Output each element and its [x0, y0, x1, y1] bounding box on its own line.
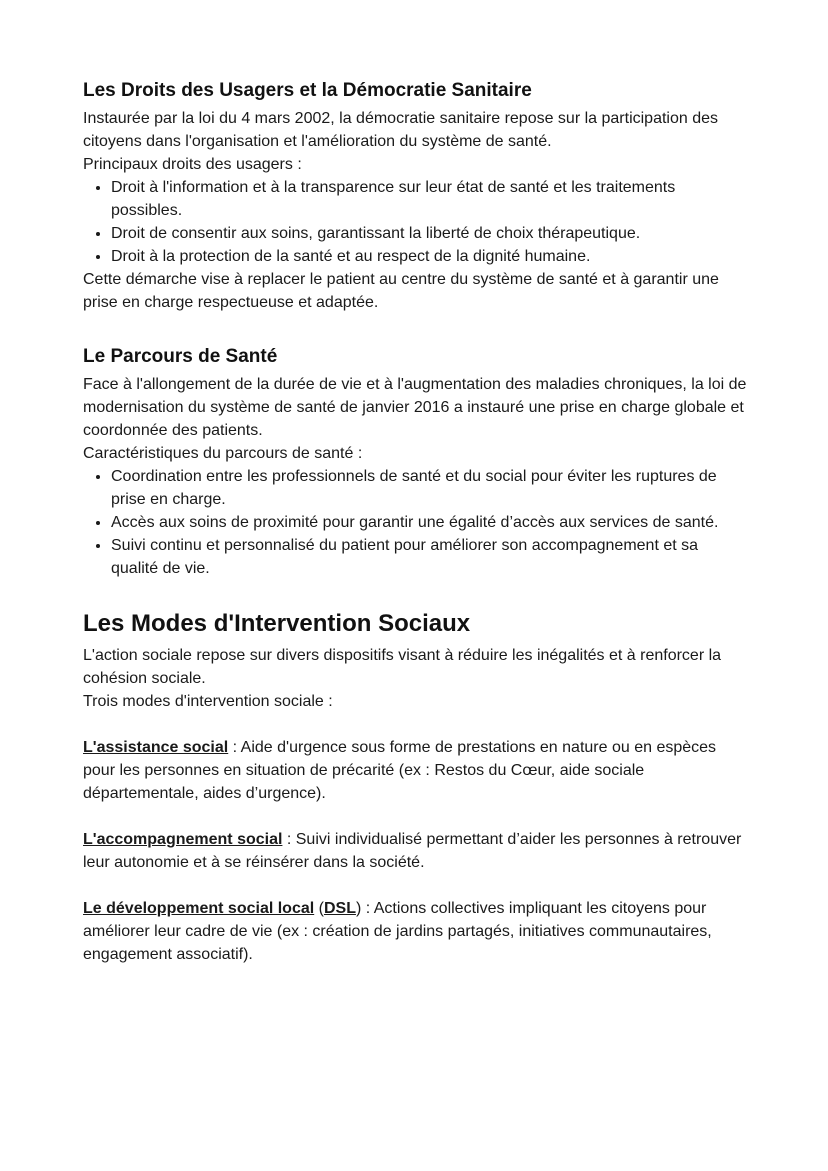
- term-separator: (: [314, 900, 324, 917]
- mode-developpement: [83, 897, 748, 966]
- term-accompagnement-social: L'accompagnement social: [83, 831, 283, 848]
- list-item: • Droit de consentir aux soins, garantissant la liberté de choix thérapeutique.: [111, 222, 748, 245]
- list-intro: Trois modes d'intervention sociale :: [83, 693, 333, 710]
- bullet-list: [83, 176, 748, 268]
- section-title-modes-intervention: Les Modes d'Intervention Sociaux: [83, 610, 471, 637]
- mode-description: : Aide d'urgence sous forme de prestations en nature ou en espèces pour les personnes en situation de précarité (ex : Restos du Cœur, aide sociale départementale, aides d’urgence).: [83, 739, 717, 802]
- mode-accompagnement: [83, 828, 748, 874]
- paragraph-conclusion: Cette démarche vise à replacer le patient au centre du système de santé et à garantir une prise en charge respectueuse et adaptée.: [83, 271, 719, 311]
- paragraph-intro: L'action sociale repose sur divers dispositifs visant à réduire les inégalités et à renforcer la cohésion sociale.: [83, 647, 722, 687]
- section-title-parcours-sante: Le Parcours de Santé: [83, 346, 278, 367]
- section-title-droits-usagers: Les Droits des Usagers et la Démocratie Sanitaire: [83, 80, 532, 101]
- bullet-list: [83, 465, 748, 580]
- mode-assistance: [83, 736, 748, 805]
- list-item: • Droit à la protection de la santé et au respect de la dignité humaine.: [111, 245, 748, 268]
- list-item: • Suivi continu et personnalisé du patient pour améliorer son accompagnement et sa qualité de vie.: [111, 534, 748, 580]
- list-item: • Accès aux soins de proximité pour garantir une égalité d’accès aux services de santé.: [111, 511, 748, 534]
- list-intro: Caractéristiques du parcours de santé :: [83, 445, 363, 462]
- paragraph-intro: Instaurée par la loi du 4 mars 2002, la démocratie sanitaire repose sur la participation des citoyens dans l'organisation et l'amélioration du système de santé.: [83, 110, 719, 150]
- mode-description: ) : Actions collectives impliquant les citoyens pour améliorer leur cadre de vie (ex : création de jardins partagés, initiatives communautaires, engagement associatif).: [83, 900, 712, 963]
- paragraph-intro: Face à l'allongement de la durée de vie et à l'augmentation des maladies chroniques, la loi de modernisation du système de santé de janvier 2016 a instauré une prise en charge globale et coordonnée des patients.: [83, 376, 747, 439]
- list-item: • Droit à l'information et à la transparence sur leur état de santé et les traitements possibles.: [111, 176, 748, 222]
- list-intro: Principaux droits des usagers :: [83, 156, 302, 173]
- mode-description: : Suivi individualisé permettant d’aider les personnes à retrouver leur autonomie et à se réinsérer dans la société.: [83, 831, 742, 871]
- term-abbreviation: DSL: [323, 900, 356, 917]
- list-item: • Coordination entre les professionnels de santé et du social pour éviter les ruptures de prise en charge.: [111, 465, 748, 511]
- term-developpement-social-local: Le développement social local: [83, 900, 315, 917]
- term-assistance-social: L'assistance social: [83, 739, 229, 756]
